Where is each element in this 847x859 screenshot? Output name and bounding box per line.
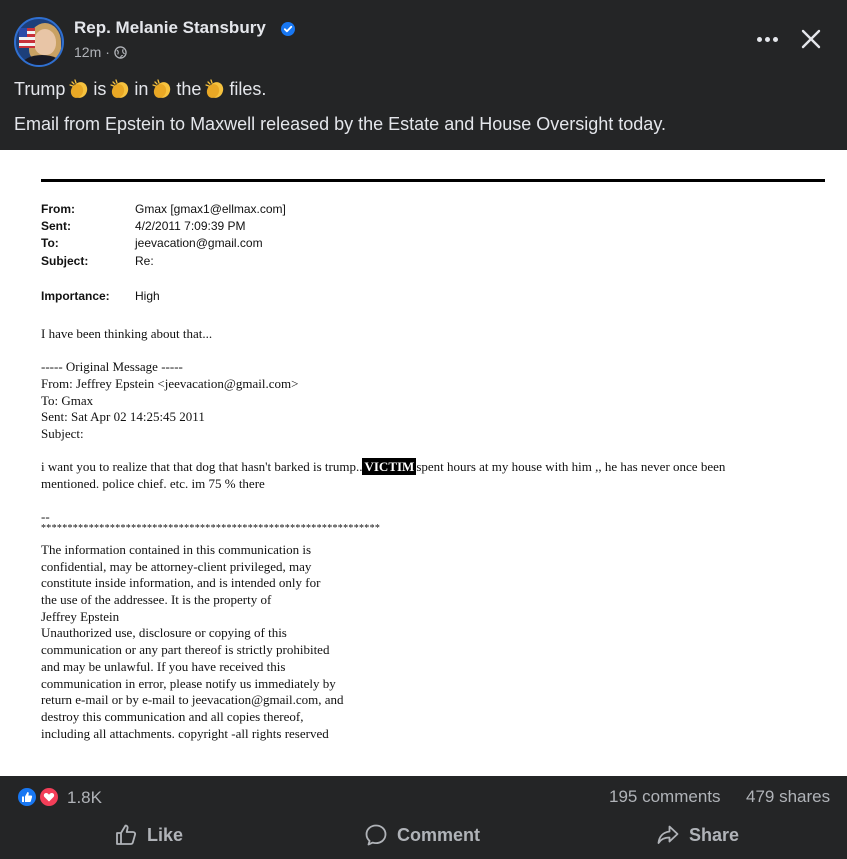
to-label: To: (41, 236, 59, 250)
importance-label: Importance: (41, 289, 110, 303)
author-name[interactable]: Rep. Melanie Stansbury (74, 18, 266, 37)
verified-badge-icon (281, 22, 295, 36)
original-message-header: ----- Original Message ----- (41, 359, 183, 374)
dot-icon (757, 37, 762, 42)
signature-dash: -- (41, 509, 50, 524)
disclaimer-line: and may be unlawful. If you have received this (41, 659, 286, 674)
body-text-after: spent hours at my house with him ,, he has never once been (416, 459, 726, 474)
disclaimer-line: including all attachments. copyright -all rights reserved (41, 726, 329, 741)
clapping-hands-icon (68, 78, 90, 100)
avatar-face (34, 29, 56, 55)
disclaimer-line: constitute inside information, and is intended only for (41, 575, 321, 590)
disclaimer-line: communication or any part thereof is strictly prohibited (41, 642, 330, 657)
post-header (0, 0, 847, 72)
disclaimer-line: communication in error, please notify us immediately by (41, 676, 336, 691)
more-options-button[interactable] (752, 26, 782, 52)
sent-label: Sent: (41, 219, 71, 233)
close-icon[interactable] (796, 24, 826, 54)
original-sent: Sent: Sat Apr 02 14:25:45 2011 (41, 409, 205, 424)
post-word: in (134, 78, 149, 99)
email-body-line-2: mentioned. police chief. etc. im 75 % there (41, 476, 265, 491)
meta-separator: · (105, 44, 110, 60)
love-reaction-icon[interactable] (38, 786, 60, 808)
share-button[interactable] (656, 818, 739, 852)
flag-icon (19, 28, 35, 48)
post-actions (0, 818, 847, 859)
to-value: jeevacation@gmail.com (135, 236, 263, 250)
comment-bubble-icon (364, 823, 388, 847)
like-reaction-icon[interactable] (16, 786, 38, 808)
shares-count[interactable]: 479 shares (746, 787, 831, 806)
share-label: Share (689, 824, 740, 845)
like-button[interactable] (114, 818, 183, 852)
from-label: From: (41, 202, 75, 216)
dot-icon (765, 37, 770, 42)
dot-icon (773, 37, 778, 42)
like-label: Like (147, 824, 184, 845)
disclaimer-line: Jeffrey Epstein (41, 609, 120, 624)
disclaimer-line: destroy this communication and all copies thereof, (41, 709, 304, 724)
disclaimer-line: return e-mail or by e-mail to jeevacation@gmail.com, and (41, 692, 344, 707)
disclaimer-line: Unauthorized use, disclosure or copying of this (41, 625, 287, 640)
original-subject: Subject: (41, 426, 84, 441)
share-arrow-icon (656, 823, 680, 847)
post-text-line-2: Email from Epstein to Maxwell released by the Estate and House Oversight today. (14, 114, 666, 134)
post-word: the (176, 78, 202, 99)
post-word: is (93, 78, 107, 99)
disclaimer-line: confidential, may be attorney-client privileged, may (41, 559, 312, 574)
comment-button[interactable] (364, 818, 480, 852)
document-rule (41, 179, 825, 182)
thumbs-up-icon (114, 823, 138, 847)
clapping-hands-icon (204, 78, 226, 100)
original-from: From: Jeffrey Epstein <jeevacation@gmail.com> (41, 376, 299, 391)
redaction-label: VICTIM (364, 459, 415, 474)
comment-label: Comment (397, 824, 481, 845)
heart-icon (43, 791, 55, 803)
thumbs-up-icon (21, 791, 33, 803)
globe-icon (114, 46, 127, 59)
post-stats (0, 776, 847, 818)
disclaimer-line: The information contained in this communication is (41, 542, 312, 557)
avatar[interactable] (14, 17, 64, 67)
sent-value: 4/2/2011 7:09:39 PM (135, 219, 246, 233)
post-word: files. (229, 78, 267, 99)
subject-value: Re: (135, 254, 154, 268)
email-body-line-1 (41, 459, 725, 475)
reaction-count[interactable]: 1.8K (67, 788, 102, 807)
post-text-line-1 (14, 78, 266, 100)
email-reply: I have been thinking about that... (41, 326, 213, 341)
original-to: To: Gmax (41, 393, 94, 408)
post-meta (74, 44, 127, 60)
email-document-image[interactable] (0, 150, 847, 776)
importance-value: High (135, 289, 160, 303)
signature-stars: **************************************************************** (41, 523, 381, 534)
clapping-hands-icon (109, 78, 131, 100)
clapping-hands-icon (151, 78, 173, 100)
post-time[interactable]: 12m (74, 44, 102, 60)
comments-count[interactable]: 195 comments (609, 787, 721, 806)
subject-label: Subject: (41, 254, 89, 268)
body-text-before: i want you to realize that that dog that hasn't barked is trump.. (41, 459, 363, 474)
post-word: Trump (14, 78, 66, 99)
from-value: Gmax [gmax1@ellmax.com] (135, 202, 286, 216)
disclaimer-line: the use of the addressee. It is the property of (41, 592, 272, 607)
